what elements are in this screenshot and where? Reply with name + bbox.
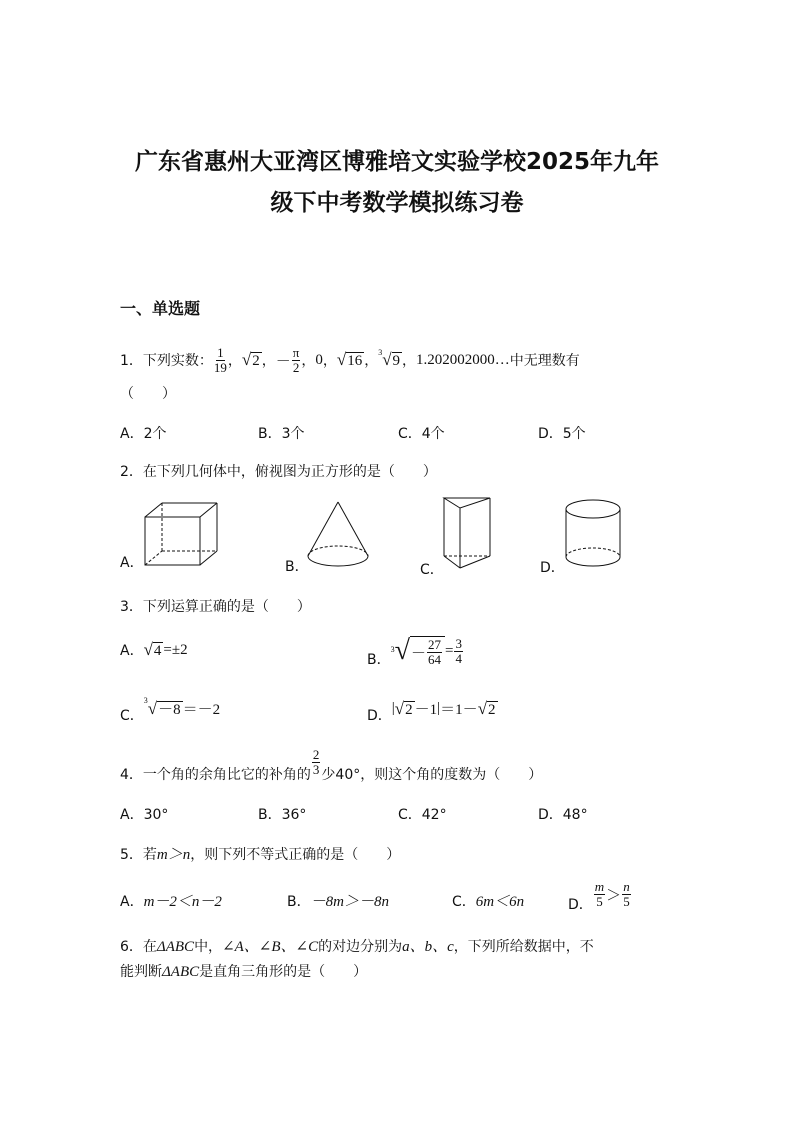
q5-d-left-fraction [594,880,605,908]
q5-option-c[interactable] [452,890,524,911]
q6-part3: 的对边分别为 [318,939,403,955]
q6-triangle-2: ΔABC [162,964,200,980]
q3-c-cbrt: $^3$√－8 [143,696,181,718]
q1-cbrt-9-radicand: 9 [392,353,401,370]
q4-suffix: 少40°，则这个角的度数为（ ） [321,767,543,784]
q1-separator: ， [301,353,316,370]
q5-prefix: 5．若 [120,847,157,863]
question-5-stem [120,843,400,864]
question-2-stem: 2．在下列几何体中，俯视图为正方形的是（ ） [120,464,437,480]
q2-option-b-label[interactable]: B． [285,559,309,575]
q3-option-c[interactable] [120,696,221,724]
q3-b-label: B． [367,652,391,669]
q3-b-result-numerator: 3 [455,636,462,651]
q5-b-expression: －8m＞－8n [310,894,389,910]
q3-c-radicand: －8 [158,702,181,718]
q3-b-index: 3 [390,644,395,654]
q6-sides: a、b、c [402,939,454,955]
q5-d-right-fraction [622,880,631,908]
q3-d-sqrt-1: √2 [394,698,413,718]
q5-d-left-numerator: m [594,879,605,894]
q1-option-c[interactable]: C．4个 [398,426,445,442]
q1-neg-sign: － [275,353,291,370]
q4-option-a[interactable]: A．30° [120,807,169,823]
cylinder-figure [562,497,624,573]
q1-sqrt-16: √16 [336,350,363,370]
q1-pi-numerator: π [292,345,300,360]
q3-b-equals: = [445,642,454,659]
q1-option-b[interactable]: B．3个 [258,426,305,442]
q4-option-b[interactable]: B．36° [258,807,307,823]
q4-option-c[interactable]: C．42° [398,807,447,823]
q3-b-neg: － [410,645,426,662]
q4-fraction [312,748,321,776]
q5-a-label: A． [120,894,144,910]
q1-separator: ， [227,353,242,370]
q3-b-denominator: 64 [428,651,441,667]
q3-a-label: A． [120,643,144,659]
q1-sqrt-2: √2 [241,350,260,370]
q3-d-radicand-2: 2 [488,701,496,718]
triangular-prism-figure [440,494,496,574]
q3-d-result: ＝1－ [440,702,478,718]
q6-line2-part1: 能判断 [120,964,162,980]
q3-c-index: 3 [143,696,148,705]
q4-prefix: 4．一个角的余角比它的补角的 [120,767,311,784]
q3-d-sqrt-2: √2 [477,698,496,718]
q5-condition: m＞n [156,847,191,863]
section-heading: 一、单选题 [120,299,201,318]
q1-decimal: 1.202002000… [416,351,510,368]
q5-d-label: D． [568,897,593,914]
q1-sqrt-16-radicand: 16 [347,353,363,370]
q4-option-d[interactable]: D．48° [538,807,588,823]
q3-a-radicand: 4 [153,643,162,659]
q1-option-d[interactable]: D．5个 [538,426,586,442]
q4-fraction-numerator: 2 [312,747,320,762]
q5-a-expression: m－2＜n－2 [143,894,222,910]
q5-option-a[interactable] [120,890,222,911]
q6-angles: ∠A、∠B、∠C [222,939,319,955]
q1-suffix: 中无理数有 [509,353,580,370]
q3-b-cbrt: 3 √ － $\frac{27}{64}$ [391,636,445,666]
q1-fraction-denominator: 19 [213,359,227,375]
q3-option-a[interactable] [120,640,188,660]
q3-d-bar-right: | [437,700,441,716]
q1-prefix: 1．下列实数： [120,353,213,370]
q1-sqrt-2-radicand: 2 [252,353,260,370]
q1-zero: 0 [315,351,323,368]
q1-fraction-numerator: 1 [217,345,224,360]
q3-a-result: =±2 [163,641,188,658]
q3-b-fraction [427,638,442,666]
q1-separator: ， [261,353,276,370]
q2-option-c-label[interactable]: C． [420,562,444,578]
q1-cbrt-index: 3 [378,348,383,358]
question-6-stem-line1 [120,935,594,956]
q6-part4: ，下列所给数据中，不 [453,939,594,955]
question-6-stem-line2 [120,961,367,981]
q5-d-right-denominator: 5 [623,893,630,909]
q1-fraction-pi-2 [292,346,301,374]
cone-figure [302,500,374,572]
q1-separator: ， [402,353,417,370]
q1-separator: ， [364,353,379,370]
q3-option-d[interactable] [367,698,498,724]
q5-d-left-denominator: 5 [596,893,603,909]
q6-triangle-1: ΔABC [156,939,195,955]
q5-option-d[interactable] [568,879,632,914]
q3-d-bar-left: | [391,700,395,716]
question-4-stem [120,747,543,784]
q3-d-radicand-1: 2 [405,701,413,718]
q6-part1: 6．在 [120,939,157,955]
q5-d-right-numerator: n [623,879,630,894]
q2-option-a-label[interactable]: A． [120,555,144,571]
q3-b-numerator: 27 [428,637,441,652]
q5-suffix: ，则下列不等式正确的是（ ） [190,847,401,863]
q4-fraction-denominator: 3 [312,761,320,777]
question-1-stem [120,346,580,374]
q3-d-minus-one: －1 [414,702,438,718]
q1-pi-denominator: 2 [292,359,300,375]
cube-figure [138,500,220,570]
document-title-line2: 级下中考数学模拟练习卷 [270,190,524,216]
q3-a-sqrt: √4 [143,640,162,659]
document-title-line1: 广东省惠州大亚湾区博雅培文实验学校2025年九年 [134,149,659,175]
question-3-stem: 3．下列运算正确的是（ ） [120,599,311,615]
q2-option-d-label[interactable]: D． [540,560,565,576]
q5-d-greater: ＞ [606,887,622,904]
q1-answer-paren: （ ） [120,386,176,402]
q5-c-expression: 6m＜6n [475,894,525,910]
q5-b-label: B． [287,894,311,910]
q3-b-result-denominator: 4 [455,650,462,666]
q6-part2: 中， [194,939,223,955]
q1-separator: ， [322,353,337,370]
q3-b-result-fraction [454,637,463,665]
q3-c-label: C． [120,707,144,724]
q3-c-result: ＝－2 [182,702,221,718]
q3-option-b[interactable] [367,635,464,669]
q1-fraction-1-19 [214,346,227,374]
q5-c-label: C． [452,894,476,910]
q6-line2-part2: 是直角三角形的是（ ） [199,964,368,980]
q3-d-label: D． [367,707,392,724]
q1-option-a[interactable]: A．2个 [120,426,167,442]
q5-option-b[interactable] [287,890,389,911]
q1-cbrt-9: $^3$√9 [378,348,401,370]
